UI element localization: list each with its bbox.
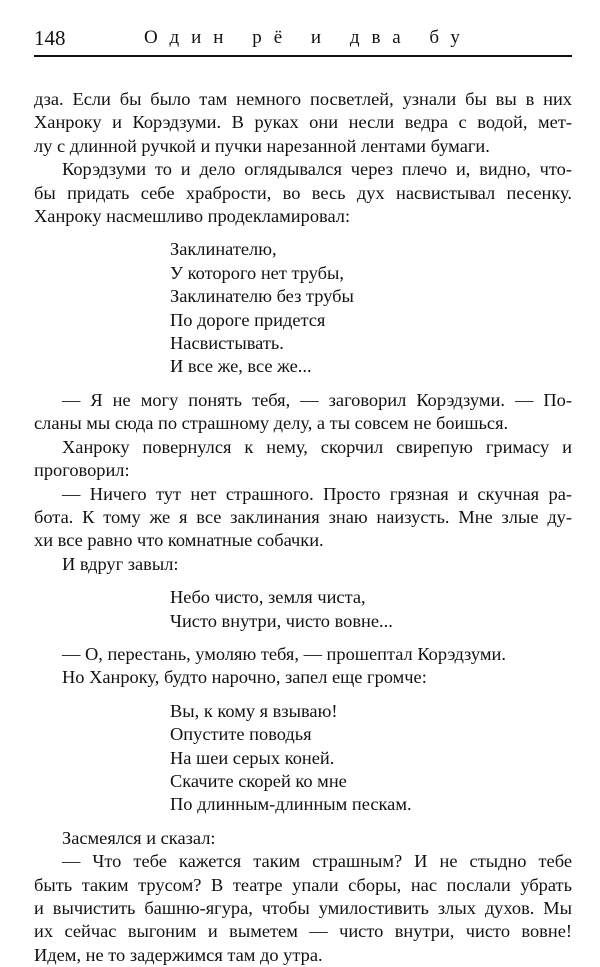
text-line: хи все равно что комнатные собачки. [34, 530, 324, 551]
poem-line: У которого нет трубы, [170, 262, 344, 283]
page-number: 148 [34, 26, 66, 50]
text-line: Идем, не то задержимся там до утра. [34, 944, 323, 965]
spacer [34, 633, 572, 643]
spacer [34, 817, 572, 827]
poem-line: Чисто внутри, чисто вовне... [170, 610, 393, 631]
text-line: лу с длинной ручкой и пучки нарезанной лентами бумаги. [34, 135, 490, 156]
text-line: Корэдзуми то и дело оглядывался через плечо и, видно, что- [62, 159, 572, 180]
spacer [34, 690, 572, 700]
poem-line: И все же, все же... [170, 356, 312, 377]
text-line: быть таким трусом? В театре упали сборы, нас послали убрать [34, 874, 572, 895]
poem-line: По длинным-длинным пескам. [170, 794, 412, 815]
text-line: дза. Если бы было там немного посветлей, узнали бы вы в них [34, 89, 572, 109]
text-line: Ханроку повернулся к нему, скорчил свирепую гримасу и [62, 436, 572, 457]
text-line: сланы мы сюда по страшному делу, а ты совсем не боишься. [34, 413, 509, 434]
poem-line: По дороге придется [170, 309, 326, 330]
text-line: их сейчас выгоним и выметем — чисто внутри, чисто вовне! [34, 921, 572, 942]
page-header [34, 22, 574, 52]
text-line: бота. К тому же я все заклинания знаю наизусть. Мне злые ду- [34, 506, 572, 527]
text-line: Но Ханроку, будто нарочно, запел еще громче: [62, 667, 427, 688]
poem-block-1 [34, 238, 572, 378]
poem-line: Опустите поводья [170, 724, 312, 745]
poem-line: Насвистывать. [170, 333, 284, 354]
text-line: Ханроку насмешливо продекламировал: [34, 206, 351, 227]
poem-line: Заклинателю, [170, 239, 277, 260]
text-line: — Я не могу понять тебя, — заговорил Корэдзуми. — По- [62, 389, 572, 410]
text-line: и вычистить башню-ягура, чтобы умилостивить злых духов. Мы [34, 898, 572, 918]
text-line: Ханроку и Корэдзуми. В руках они несли ведра с водой, мет- [34, 112, 572, 133]
text-line: бы придать себе храбрости, во весь дух насвистывал песенку. [34, 182, 572, 203]
text-line: проговорил: [34, 460, 130, 481]
text-line: Засмеялся и сказал: [62, 827, 216, 848]
text-line: И вдруг завыл: [62, 553, 179, 574]
page-text [34, 88, 572, 967]
spacer [34, 228, 572, 238]
spacer [34, 576, 572, 586]
poem-line: Вы, к кому я взываю! [170, 700, 338, 721]
running-title: Один рё и два бу [144, 27, 472, 48]
text-line: — Ничего тут нет страшного. Просто грязная и скучная ра- [62, 483, 572, 504]
spacer [34, 379, 572, 389]
poem-line: Заклинателю без трубы [170, 286, 354, 307]
poem-block-2 [34, 586, 572, 633]
poem-line: На шеи серых коней. [170, 747, 335, 768]
text-line: — Что тебе кажется таким страшным? И не стыдно тебе [62, 851, 572, 872]
poem-line: Скачите скорей ко мне [170, 770, 347, 791]
header-rule [34, 55, 572, 57]
text-line: — О, перестань, умоляю тебя, — прошептал Корэдзуми. [62, 643, 506, 664]
poem-block-3 [34, 700, 572, 817]
poem-line: Небо чисто, земля чиста, [170, 587, 366, 608]
